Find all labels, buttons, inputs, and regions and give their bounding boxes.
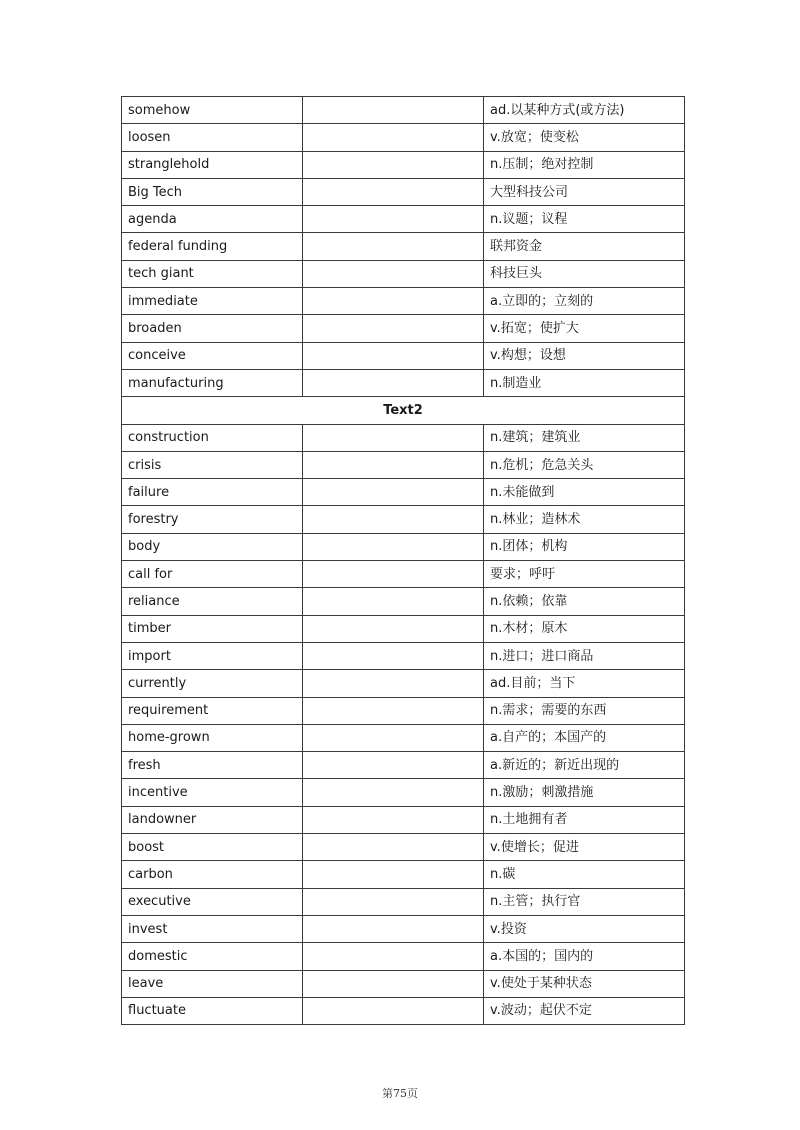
table-row <box>122 342 685 369</box>
meaning-cell: ad.以某种方式(或方法) <box>484 97 685 124</box>
blank-cell <box>303 506 484 533</box>
table-row <box>122 533 685 560</box>
word-cell: agenda <box>122 206 303 233</box>
blank-cell <box>303 533 484 560</box>
table-row <box>122 697 685 724</box>
meaning-cell: v.放宽；使变松 <box>484 124 685 151</box>
blank-cell <box>303 288 484 315</box>
blank-cell <box>303 697 484 724</box>
table-row <box>122 124 685 151</box>
meaning-cell: v.构想；设想 <box>484 342 685 369</box>
blank-cell <box>303 997 484 1024</box>
word-cell: somehow <box>122 97 303 124</box>
table-row <box>122 997 685 1024</box>
word-cell: loosen <box>122 124 303 151</box>
meaning-cell: n.木材；原木 <box>484 615 685 642</box>
blank-cell <box>303 888 484 915</box>
blank-cell <box>303 561 484 588</box>
vocabulary-table <box>121 96 685 1025</box>
meaning-cell: a.新近的；新近出现的 <box>484 752 685 779</box>
word-cell: requirement <box>122 697 303 724</box>
blank-cell <box>303 724 484 751</box>
word-cell: executive <box>122 888 303 915</box>
table-row <box>122 315 685 342</box>
word-cell: federal funding <box>122 233 303 260</box>
word-cell: currently <box>122 670 303 697</box>
meaning-cell: 大型科技公司 <box>484 178 685 205</box>
blank-cell <box>303 615 484 642</box>
blank-cell <box>303 369 484 396</box>
table-row <box>122 561 685 588</box>
meaning-cell: 科技巨头 <box>484 260 685 287</box>
table-row <box>122 724 685 751</box>
word-cell: boost <box>122 834 303 861</box>
blank-cell <box>303 752 484 779</box>
meaning-cell: v.拓宽；使扩大 <box>484 315 685 342</box>
word-cell: failure <box>122 479 303 506</box>
word-cell: leave <box>122 970 303 997</box>
vocabulary-table-body <box>122 97 685 1025</box>
blank-cell <box>303 315 484 342</box>
word-cell: immediate <box>122 288 303 315</box>
meaning-cell: a.本国的；国内的 <box>484 943 685 970</box>
meaning-cell: n.议题；议程 <box>484 206 685 233</box>
meaning-cell: a.立即的；立刻的 <box>484 288 685 315</box>
blank-cell <box>303 124 484 151</box>
meaning-cell: v.使增长；促进 <box>484 834 685 861</box>
blank-cell <box>303 642 484 669</box>
meaning-cell: n.依赖；依靠 <box>484 588 685 615</box>
word-cell: home-grown <box>122 724 303 751</box>
meaning-cell: n.土地拥有者 <box>484 806 685 833</box>
blank-cell <box>303 424 484 451</box>
blank-cell <box>303 206 484 233</box>
word-cell: crisis <box>122 451 303 478</box>
meaning-cell: n.主管；执行官 <box>484 888 685 915</box>
table-row <box>122 288 685 315</box>
meaning-cell: n.未能做到 <box>484 479 685 506</box>
table-row <box>122 506 685 533</box>
blank-cell <box>303 178 484 205</box>
table-row <box>122 670 685 697</box>
blank-cell <box>303 97 484 124</box>
meaning-cell: n.团体；机构 <box>484 533 685 560</box>
table-row <box>122 806 685 833</box>
blank-cell <box>303 861 484 888</box>
word-cell: import <box>122 642 303 669</box>
meaning-cell: n.进口；进口商品 <box>484 642 685 669</box>
blank-cell <box>303 670 484 697</box>
blank-cell <box>303 970 484 997</box>
blank-cell <box>303 479 484 506</box>
blank-cell <box>303 834 484 861</box>
meaning-cell: n.危机；危急关头 <box>484 451 685 478</box>
table-row <box>122 178 685 205</box>
meaning-cell: v.波动；起伏不定 <box>484 997 685 1024</box>
blank-cell <box>303 915 484 942</box>
table-row <box>122 970 685 997</box>
table-row <box>122 369 685 396</box>
word-cell: manufacturing <box>122 369 303 396</box>
table-row <box>122 861 685 888</box>
word-cell: fresh <box>122 752 303 779</box>
meaning-cell: v.投资 <box>484 915 685 942</box>
meaning-cell: 联邦资金 <box>484 233 685 260</box>
table-row <box>122 779 685 806</box>
meaning-cell: n.建筑；建筑业 <box>484 424 685 451</box>
table-row <box>122 151 685 178</box>
blank-cell <box>303 779 484 806</box>
word-cell: call for <box>122 561 303 588</box>
page-number: 第75页 <box>382 1087 418 1100</box>
table-row <box>122 424 685 451</box>
meaning-cell: a.自产的；本国产的 <box>484 724 685 751</box>
word-cell: tech giant <box>122 260 303 287</box>
word-cell: incentive <box>122 779 303 806</box>
meaning-cell: n.压制；绝对控制 <box>484 151 685 178</box>
meaning-cell: n.需求；需要的东西 <box>484 697 685 724</box>
table-row <box>122 752 685 779</box>
word-cell: Big Tech <box>122 178 303 205</box>
table-row <box>122 834 685 861</box>
meaning-cell: 要求；呼吁 <box>484 561 685 588</box>
meaning-cell: n.碳 <box>484 861 685 888</box>
meaning-cell: ad.目前；当下 <box>484 670 685 697</box>
word-cell: broaden <box>122 315 303 342</box>
table-row <box>122 915 685 942</box>
table-row <box>122 588 685 615</box>
word-cell: fluctuate <box>122 997 303 1024</box>
word-cell: domestic <box>122 943 303 970</box>
blank-cell <box>303 588 484 615</box>
word-cell: construction <box>122 424 303 451</box>
table-row <box>122 206 685 233</box>
table-row <box>122 642 685 669</box>
word-cell: stranglehold <box>122 151 303 178</box>
meaning-cell: n.制造业 <box>484 369 685 396</box>
word-cell: conceive <box>122 342 303 369</box>
table-row <box>122 888 685 915</box>
blank-cell <box>303 260 484 287</box>
table-row <box>122 233 685 260</box>
word-cell: body <box>122 533 303 560</box>
meaning-cell: v.使处于某种状态 <box>484 970 685 997</box>
blank-cell <box>303 233 484 260</box>
table-row <box>122 260 685 287</box>
table-row <box>122 943 685 970</box>
meaning-cell: n.林业；造林术 <box>484 506 685 533</box>
table-row <box>122 97 685 124</box>
blank-cell <box>303 943 484 970</box>
table-row <box>122 615 685 642</box>
word-cell: invest <box>122 915 303 942</box>
word-cell: timber <box>122 615 303 642</box>
word-cell: forestry <box>122 506 303 533</box>
blank-cell <box>303 451 484 478</box>
table-row <box>122 479 685 506</box>
section-title: Text2 <box>122 397 685 424</box>
meaning-cell: n.激励；刺激措施 <box>484 779 685 806</box>
word-cell: landowner <box>122 806 303 833</box>
table-row <box>122 451 685 478</box>
blank-cell <box>303 806 484 833</box>
blank-cell <box>303 342 484 369</box>
word-cell: reliance <box>122 588 303 615</box>
word-cell: carbon <box>122 861 303 888</box>
blank-cell <box>303 151 484 178</box>
section-header-row <box>122 397 685 424</box>
